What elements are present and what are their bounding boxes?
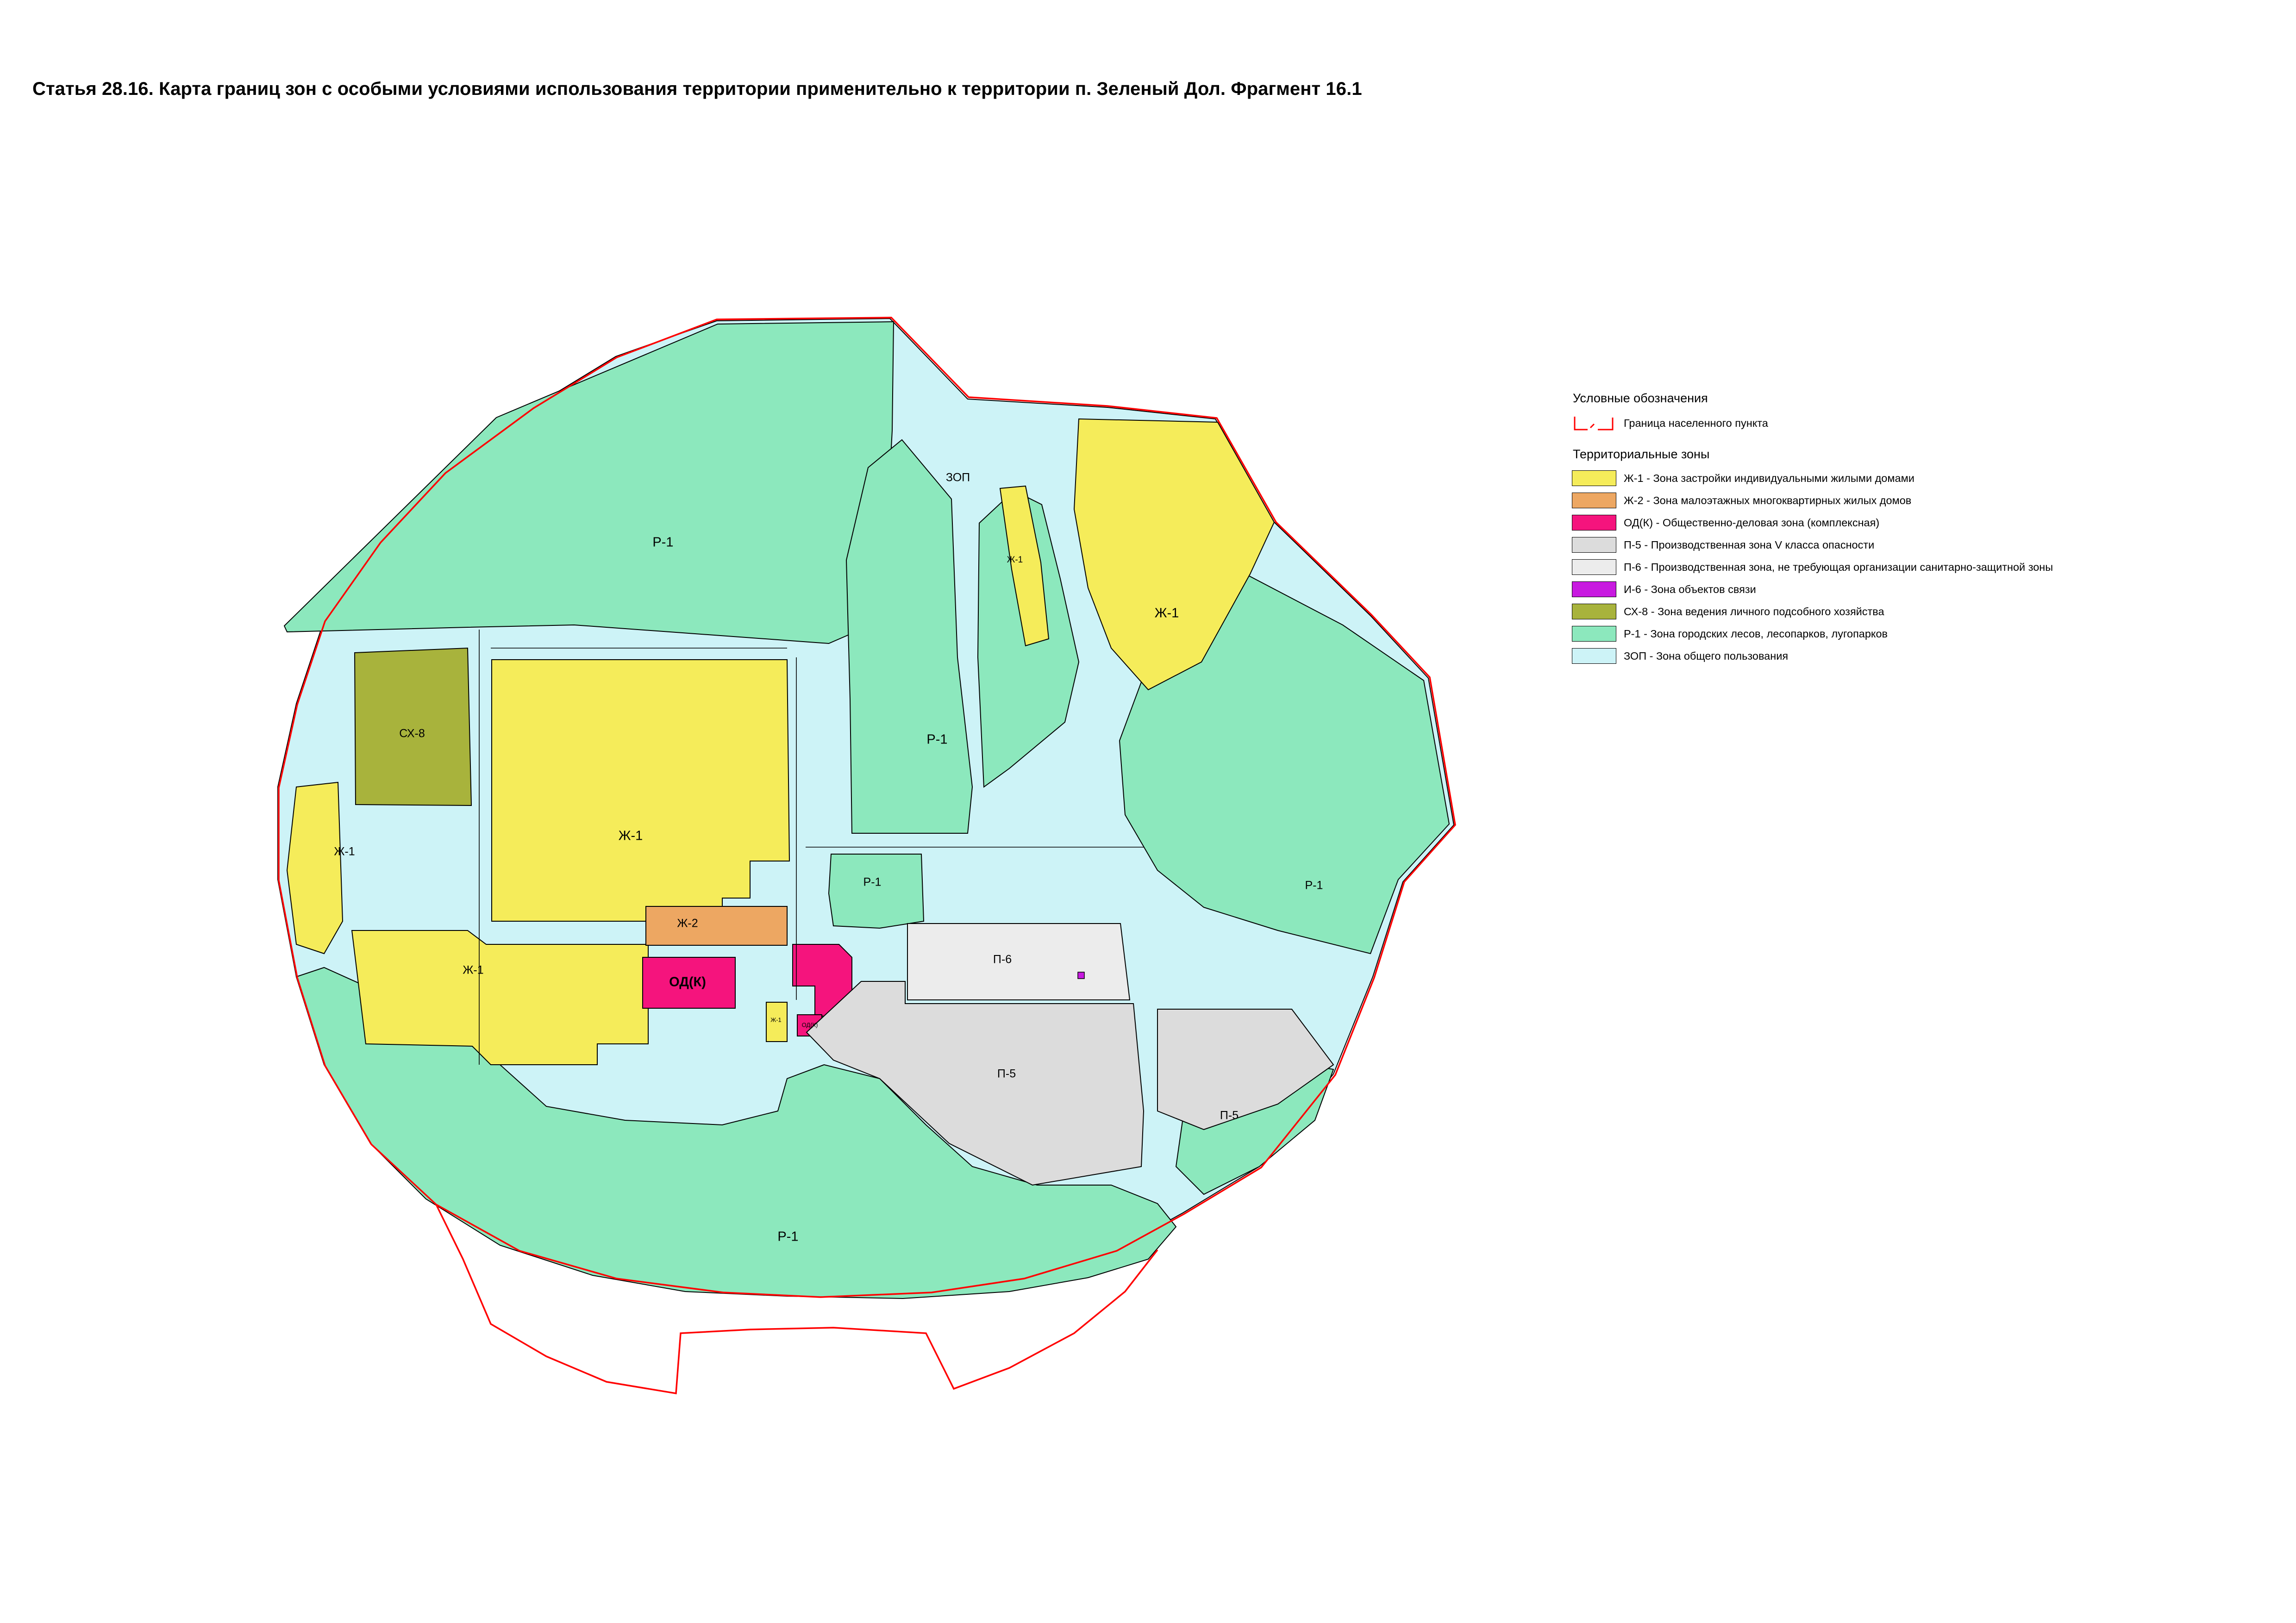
legend-label-zh2: Ж-2 - Зона малоэтажных многоквартирных жилых домов: [1624, 494, 1912, 506]
legend-swatch-i6: [1572, 581, 1616, 597]
legend-row-odk: [1572, 512, 2257, 534]
map-label-p6: П-6: [993, 953, 1012, 966]
page-title: Статья 28.16. Карта границ зон с особыми условиями использования территории применительно к территории п. Зеленый Дол. Фрагмент 16.1: [32, 79, 1362, 99]
map-label-r1-east: Р-1: [1305, 879, 1323, 892]
legend-label-r1: Р-1 - Зона городских лесов, лесопарков, лугопарков: [1624, 627, 1888, 640]
map-label-zh1-mid: Ж-1: [618, 828, 643, 843]
legend-label-odk: ОД(К) - Общественно-деловая зона (комплексная): [1624, 516, 1880, 529]
map-label-zh1-sw: Ж-1: [463, 963, 484, 977]
legend-label-zh1: Ж-1 - Зона застройки индивидуальными жилыми домами: [1624, 472, 1914, 484]
map-label-odk-tiny: ОД(К): [801, 1021, 818, 1029]
boundary-swatch: [1572, 414, 1616, 432]
zone-p6: [907, 924, 1130, 1000]
zone-r1-small-center: [829, 854, 924, 928]
legend-label-zop: ЗОП - Зона общего пользования: [1624, 649, 1789, 662]
map-label-zh1-narrow: Ж-1: [1007, 555, 1023, 565]
map-label-r1-north: Р-1: [652, 535, 674, 550]
legend-label-i6: И-6 - Зона объектов связи: [1624, 583, 1756, 595]
zone-odk-main: [643, 957, 735, 1008]
legend-swatch-zh2: [1572, 493, 1616, 508]
zone-zh1-central: [492, 660, 789, 921]
zone-zh1-tiny: [766, 1002, 787, 1042]
legend-row-sx8: [1572, 600, 2257, 623]
map-label-zh1-tiny: Ж-1: [770, 1016, 782, 1024]
zone-zh2: [646, 906, 787, 945]
legend-heading-zones: Территориальные зоны: [1573, 447, 1710, 461]
map-label-sx8: СХ-8: [399, 727, 425, 740]
legend-swatch-r1: [1572, 626, 1616, 642]
legend-row-zop: [1572, 645, 2257, 667]
map-label-r1-south: Р-1: [777, 1229, 799, 1244]
map-label-zh1-west: Ж-1: [334, 845, 355, 858]
map-label-odk: ОД(К): [669, 974, 706, 990]
legend-label-p6: П-6 - Производственная зона, не требующая организации санитарно-защитной зоны: [1624, 561, 2053, 573]
legend-swatch-p6: [1572, 559, 1616, 575]
legend-label-p5: П-5 - Производственная зона V класса опасности: [1624, 538, 1875, 551]
zone-sx8: [355, 648, 471, 805]
legend-row-r1: [1572, 623, 2257, 645]
map-label-zh1-ne: Ж-1: [1154, 606, 1179, 621]
legend-swatch-sx8: [1572, 604, 1616, 619]
map-label-p5-main: П-5: [997, 1067, 1016, 1080]
map-label-zop-north: ЗОП: [945, 471, 970, 484]
map-label-p5-east: П-5: [1220, 1109, 1239, 1122]
map-label-r1-center: Р-1: [926, 732, 948, 747]
legend-row-i6: [1572, 578, 2257, 600]
legend-row-p6: [1572, 556, 2257, 578]
legend-label-boundary: Граница населенного пункта: [1624, 417, 1768, 429]
legend-heading-symbols: Условные обозначения: [1573, 391, 1708, 405]
legend-swatch-odk: [1572, 515, 1616, 531]
legend-swatch-p5: [1572, 537, 1616, 553]
legend-row-boundary: [1572, 411, 2257, 435]
map-label-zh2: Ж-2: [677, 917, 698, 930]
zone-zh1-west: [287, 782, 343, 954]
zone-r1-north: [284, 322, 894, 643]
legend-row-zh2: [1572, 489, 2257, 512]
legend-swatch-zh1: [1572, 470, 1616, 486]
legend-row-p5: [1572, 534, 2257, 556]
legend-swatch-zop: [1572, 648, 1616, 664]
legend-panel: [1572, 391, 2257, 667]
legend-row-zh1: [1572, 467, 2257, 489]
map-label-r1-smallc: Р-1: [863, 875, 882, 889]
zone-i6-dot: [1078, 972, 1084, 979]
legend-label-sx8: СХ-8 - Зона ведения личного подсобного хозяйства: [1624, 605, 1884, 618]
